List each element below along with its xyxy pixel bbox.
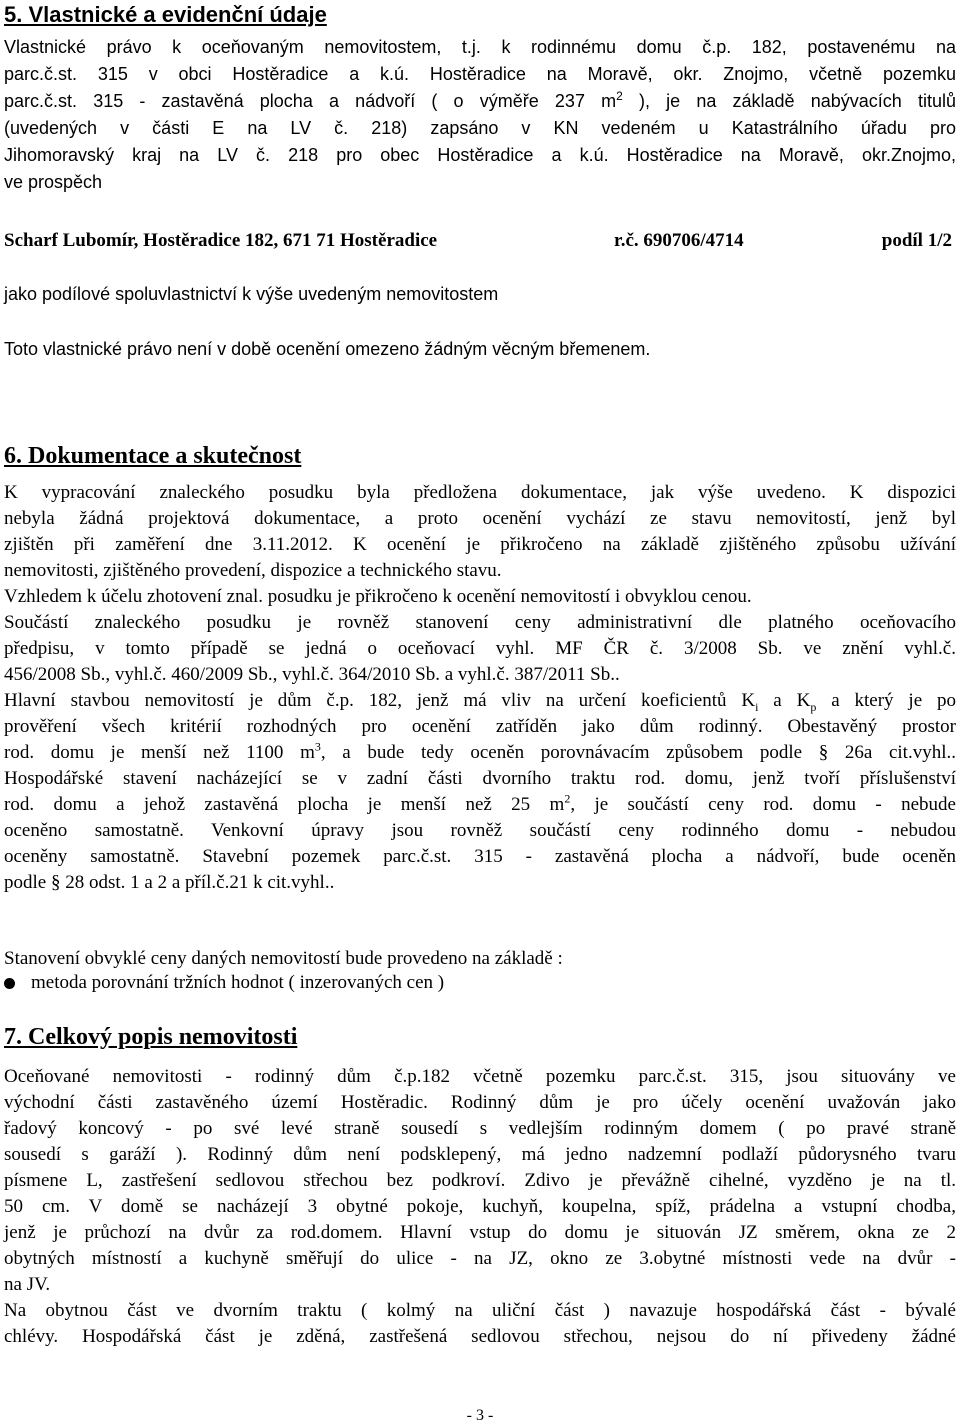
s7-line: písmene L, zastřešení sedlovou střechou bez podkroví. Zdivo je převážně cihelné, vyzděno je na tl. (4, 1170, 956, 1191)
section-6-body (4, 480, 956, 896)
intro-line-5: Jihomoravský kraj na LV č. 218 pro obec Hostěradice a k.ú. Hostěradice na Moravě, okr.Znojmo, (4, 145, 956, 165)
page-number: - 3 - (466, 1407, 494, 1424)
intro-line-3: parc.č.st. 315 - zastavěná plocha a nádvoří ( o výměře 237 $m^2$ ), je na základě nabývacích titulů (4, 89, 956, 111)
method-list-item (4, 972, 444, 994)
owner-name: Scharf Lubomír, Hostěradice 182, 671 71 Hostěradice (4, 230, 438, 251)
s7-line: sousedí s garáží ). Rodinný dům není podsklepený, má jedno nadzemní podlaží půdorysného tvaru (4, 1144, 956, 1165)
s6-line: nebyla žádná projektová dokumentace, a proto ocenění vychází ze stavu nemovitostí, jenž byl (4, 508, 956, 529)
s7-line: chlévy. Hospodářská část je zděná, zastřešená sedlovou střechou, nejsou do ní přivedeny žádné (4, 1326, 956, 1347)
method-item-text: metoda porovnání tržních hodnot ( inzerovaných cen ) (31, 972, 445, 993)
s7-line: řadový koncový - po své levé straně sousedí s vedlejším rodinným domem ( po pravé straně (4, 1118, 956, 1139)
intro-line-1: Vlastnické právo k oceňovaným nemovitostem, t.j. k rodinnému domu č.p. 182, postavenému na (4, 37, 956, 57)
owner-birth-number: r.č. 690706/4714 (614, 230, 744, 251)
s6-line: 456/2008 Sb., vyhl.č. 460/2009 Sb., vyhl.č. 364/2010 Sb. a vyhl.č. 387/2011 Sb.. (4, 664, 620, 685)
s6-line-area: rod. domu a jehož zastavěná plocha je menší než 25 $m^2$, je součástí ceny rod. domu - nebude (4, 791, 956, 815)
s7-line: Oceňované nemovitosti - rodinný dům č.p.182 včetně pozemku parc.č.st. 315, jsou situovány ve (4, 1066, 956, 1087)
s6-line-volume: rod. domu je menší než 1100 $m^3$, a bude tedy oceněn porovnávacím způsobem podle § 26a cit.vyhl.. (4, 739, 956, 763)
intro-line-6: ve prospěch (4, 172, 103, 192)
owner-share: podíl 1/2 (881, 230, 952, 251)
method-intro: Stanovení obvyklé ceny daných nemovitostí bude provedeno na základě : (4, 948, 563, 969)
co-ownership-text: jako podílové spoluvlastnictví k výše uvedeným nemovitostem (4, 284, 499, 304)
s6-line-coefficients: Hlavní stavbou nemovitostí je dům č.p. 182, jenž má vliv na určení koeficientů $K_i$ a $K_p$ a který je po (4, 690, 957, 714)
section-6-heading: 6. Dokumentace a skutečnost (4, 443, 302, 469)
s6-line: prověření všech kritérií rozhodných pro ocenění zatříděn jako dům rodinný. Obestavěný prostor (4, 716, 956, 737)
s6-line: Součástí znaleckého posudku je rovněž stanovení ceny administrativní dle platného oceňovacího (4, 612, 956, 633)
s6-line: oceněno samostatně. Venkovní úpravy jsou rovněž součástí ceny rodinného domu - nebudou (4, 820, 956, 841)
intro-line-2: parc.č.st. 315 v obci Hostěradice a k.ú. Hostěradice na Moravě, okr. Znojmo, včetně pozemku (4, 64, 956, 84)
s6-line: K vypracování znaleckého posudku byla předložena dokumentace, jak výše uvedeno. K dispozici (4, 482, 956, 503)
s6-line: zjištěn při zaměření dne 3.11.2012. K ocenění je přikročeno na základě zjištěného způsobu užívání (4, 534, 956, 555)
s7-line: 50 cm. V domě se nacházejí 3 obytné pokoje, kuchyň, koupelna, spíž, prádelna a vstupní chodba, (4, 1196, 956, 1217)
section-7-body (4, 1064, 956, 1350)
s6-line: Hospodářské stavení nacházející se v zadní části dvorního traktu rod. domu, jenž tvoří příslušenství (4, 768, 956, 789)
s7-line: na JV. (4, 1274, 51, 1295)
s6-line: oceněny samostatně. Stavební pozemek parc.č.st. 315 - zastavěná plocha a nádvoří, bude oceněn (4, 846, 956, 867)
s6-line: předpisu, v tomto případě se jedná o oceňovací vyhl. MF ČR č. 3/2008 Sb. ve znění vyhl.č. (4, 638, 956, 659)
intro-line-4: (uvedených v části E na LV č. 218) zapsáno v KN vedeném u Katastrálního úřadu pro (4, 118, 956, 138)
section-7-heading: 7. Celkový popis nemovitosti (4, 1024, 298, 1050)
s7-line: Na obytnou část ve dvorním traktu ( kolmý na uliční část ) navazuje hospodářská část - bývalé (4, 1300, 956, 1321)
encumbrance-text: Toto vlastnické právo není v době ocenění omezeno žádným věcným břemenem. (4, 339, 651, 359)
s7-line: jenž je průchozí na dvůr za rod.domem. Hlavní vstup do domu je situován JZ směrem, okna ze 2 (4, 1222, 956, 1243)
bullet-icon (4, 978, 15, 989)
s7-line: východní části zastavěného území Hostěradic. Rodinný dům je pro účely ocenění uvažován jako (4, 1092, 956, 1113)
s7-line: obytných místností a kuchyně směřují do ulice - na JZ, okno ze 3.obytné místnosti vede na dvůr - (4, 1248, 956, 1269)
s6-line: nemovitosti, zjištěného provedení, dispozice a technického stavu. (4, 560, 502, 581)
s6-line: podle § 28 odst. 1 a 2 a příl.č.21 k cit.vyhl.. (4, 872, 335, 893)
section-5-intro (4, 34, 956, 196)
section-5-heading: 5. Vlastnické a evidenční údaje (4, 2, 327, 27)
s6-line: Vzhledem k účelu zhotovení znal. posudku je přikročeno k ocenění nemovitostí i obvyklou cenou. (4, 586, 752, 607)
